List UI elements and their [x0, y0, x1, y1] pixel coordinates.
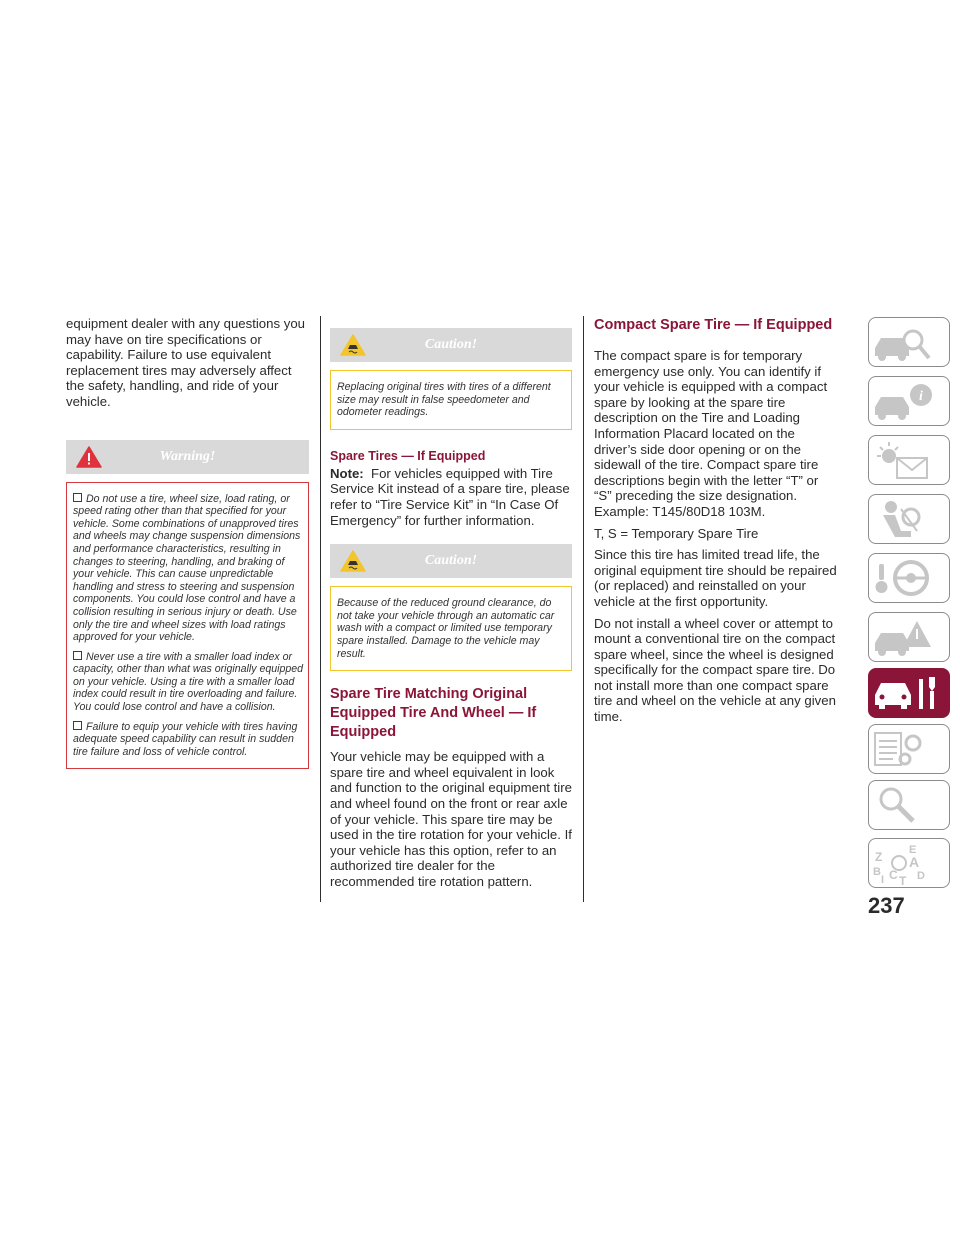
tab-index[interactable] [868, 838, 950, 888]
warning-title: Warning! [159, 448, 216, 464]
tab-servicing-maintenance[interactable] [868, 668, 950, 718]
index-letter: B [873, 866, 881, 878]
bullet-box-icon [73, 721, 82, 730]
search-icon [869, 781, 949, 829]
section-heading: Spare Tire Matching Original Equipped Tire And Wheel — If Equipped [330, 686, 537, 741]
intro-paragraph: equipment dealer with any questions you may have on tire specifications or capability. Failure to use equivalent replacement tires may adversely affect the safety, handling, and ride of your vehicle. [66, 316, 305, 409]
alphabetical-index-icon [869, 839, 949, 887]
warning-header [66, 440, 309, 474]
column-left [66, 316, 309, 769]
tab-getting-to-know-instrument-panel[interactable] [868, 376, 950, 426]
tab-search[interactable] [868, 780, 950, 830]
caution-header [330, 544, 572, 578]
caution-text: Replacing original tires with tires of a different size may result in false speedometer and odometer readings. [337, 381, 551, 419]
body-paragraph: Since this tire has limited tread life, the original equipment tire should be repaired (or replaced) and reinstalled on your vehicle at the first opportunity. [594, 547, 837, 609]
index-letter: I [881, 874, 885, 886]
body-paragraph: The compact spare is for temporary emergency use only. You can identify if your vehicle is equipped with a compact spare by looking at the spare tire description on the Tire and Loading Information Placard located on the driver’s side door opening or on the sidewall of the tire. Compact spare tire descriptions begin with the letter “T” or “S” preceding the size designation. Example: T145/80D18 103M. [594, 348, 828, 519]
index-letter: E [909, 844, 917, 856]
warning-lights-message-icon [869, 436, 949, 484]
caution-title: Caution! [424, 337, 478, 352]
tab-starting-operating[interactable] [868, 553, 950, 603]
steering-wheel-icon [869, 554, 949, 602]
warning-item: Never use a tire with a smaller load index or capacity, other than what was originally equipped on your vehicle. Using a tire with a smaller load index could result in tire overloading and failure. You could lose control and have a collision. [73, 650, 304, 714]
page-number: 237 [868, 893, 905, 918]
column-divider [583, 316, 584, 902]
column-right [594, 316, 838, 731]
caution-body [330, 370, 572, 430]
bullet-box-icon [73, 651, 82, 660]
index-letter: C [889, 868, 898, 882]
note-paragraph: Note: For vehicles equipped with Tire Service Kit instead of a spare tire, please refer to “Tire Service Kit” in “In Case Of Emergency” for further information. [330, 465, 570, 528]
index-letter: Z [875, 850, 883, 864]
skid-car-caution-icon [340, 550, 366, 572]
body-paragraph: Your vehicle may be equipped with a spare tire and wheel equivalent in look and function to the original equipment tire and wheel found on the front or rear axle of your vehicle. This spare tire may be used in the tire rotation for your vehicle. If your vehicle has this option, refer to an authorized tire dealer for the recommended tire rotation pattern. [330, 749, 572, 889]
column-middle [330, 328, 572, 895]
tab-getting-to-know-vehicle[interactable] [868, 317, 950, 367]
warning-triangle-icon [76, 446, 102, 468]
tab-safety[interactable] [868, 494, 950, 544]
car-search-icon [869, 318, 949, 366]
car-emergency-icon [869, 613, 949, 661]
column-divider [320, 316, 321, 902]
warning-item: Do not use a tire, wheel size, load rating, or speed rating other than that specified for your vehicle. Some combinations of unapproved tires and wheels may change suspension dimensions and performance characteristics, resulting in changes to steering, handling, and braking of your vehicle. This can cause unpredictable handling and stress to steering and suspension components. You could lose control and have a collision resulting in serious injury or death. Use only the tire and wheel sizes with load ratings approved for your vehicle. [73, 492, 301, 644]
svg-text:i: i [919, 389, 923, 404]
body-paragraph: Do not install a wheel cover or attempt to mount a conventional tire on the compact spare wheel, since the wheel is designed specifically for the compact spare tire. Do not install more than one compact spare tire and wheel on the vehicle at any given time. [594, 615, 836, 725]
warning-body [66, 482, 309, 770]
seat-airbag-icon [869, 495, 949, 543]
body-paragraph: T, S = Temporary Spare Tire [594, 525, 759, 541]
index-letter: A [909, 854, 920, 870]
tab-in-case-of-emergency[interactable] [868, 612, 950, 662]
section-heading: Spare Tires — If Equipped [330, 448, 486, 463]
section-heading: Compact Spare Tire — If Equipped [594, 317, 833, 333]
caution-body [330, 586, 572, 671]
skid-car-caution-icon [340, 334, 366, 356]
index-letter: T [899, 874, 907, 887]
caution-text: Because of the reduced ground clearance, do not take your vehicle through an automatic car wash with a compact or limited use temporary spare installed. Damage to the vehicle may result. [337, 597, 555, 660]
tab-technical-specifications[interactable] [868, 724, 950, 774]
caution-header [330, 328, 572, 362]
car-info-icon [869, 377, 949, 425]
bullet-box-icon [73, 493, 82, 502]
caution-title: Caution! [424, 553, 478, 569]
index-letter: D [917, 870, 925, 882]
tab-safety-lights-messages[interactable] [868, 435, 950, 485]
specifications-list-icon [869, 725, 949, 773]
warning-item: Failure to equip your vehicle with tires having adequate speed capability can result in sudden tire failure and loss of vehicle control. [73, 720, 298, 758]
car-service-tools-icon [869, 669, 949, 717]
